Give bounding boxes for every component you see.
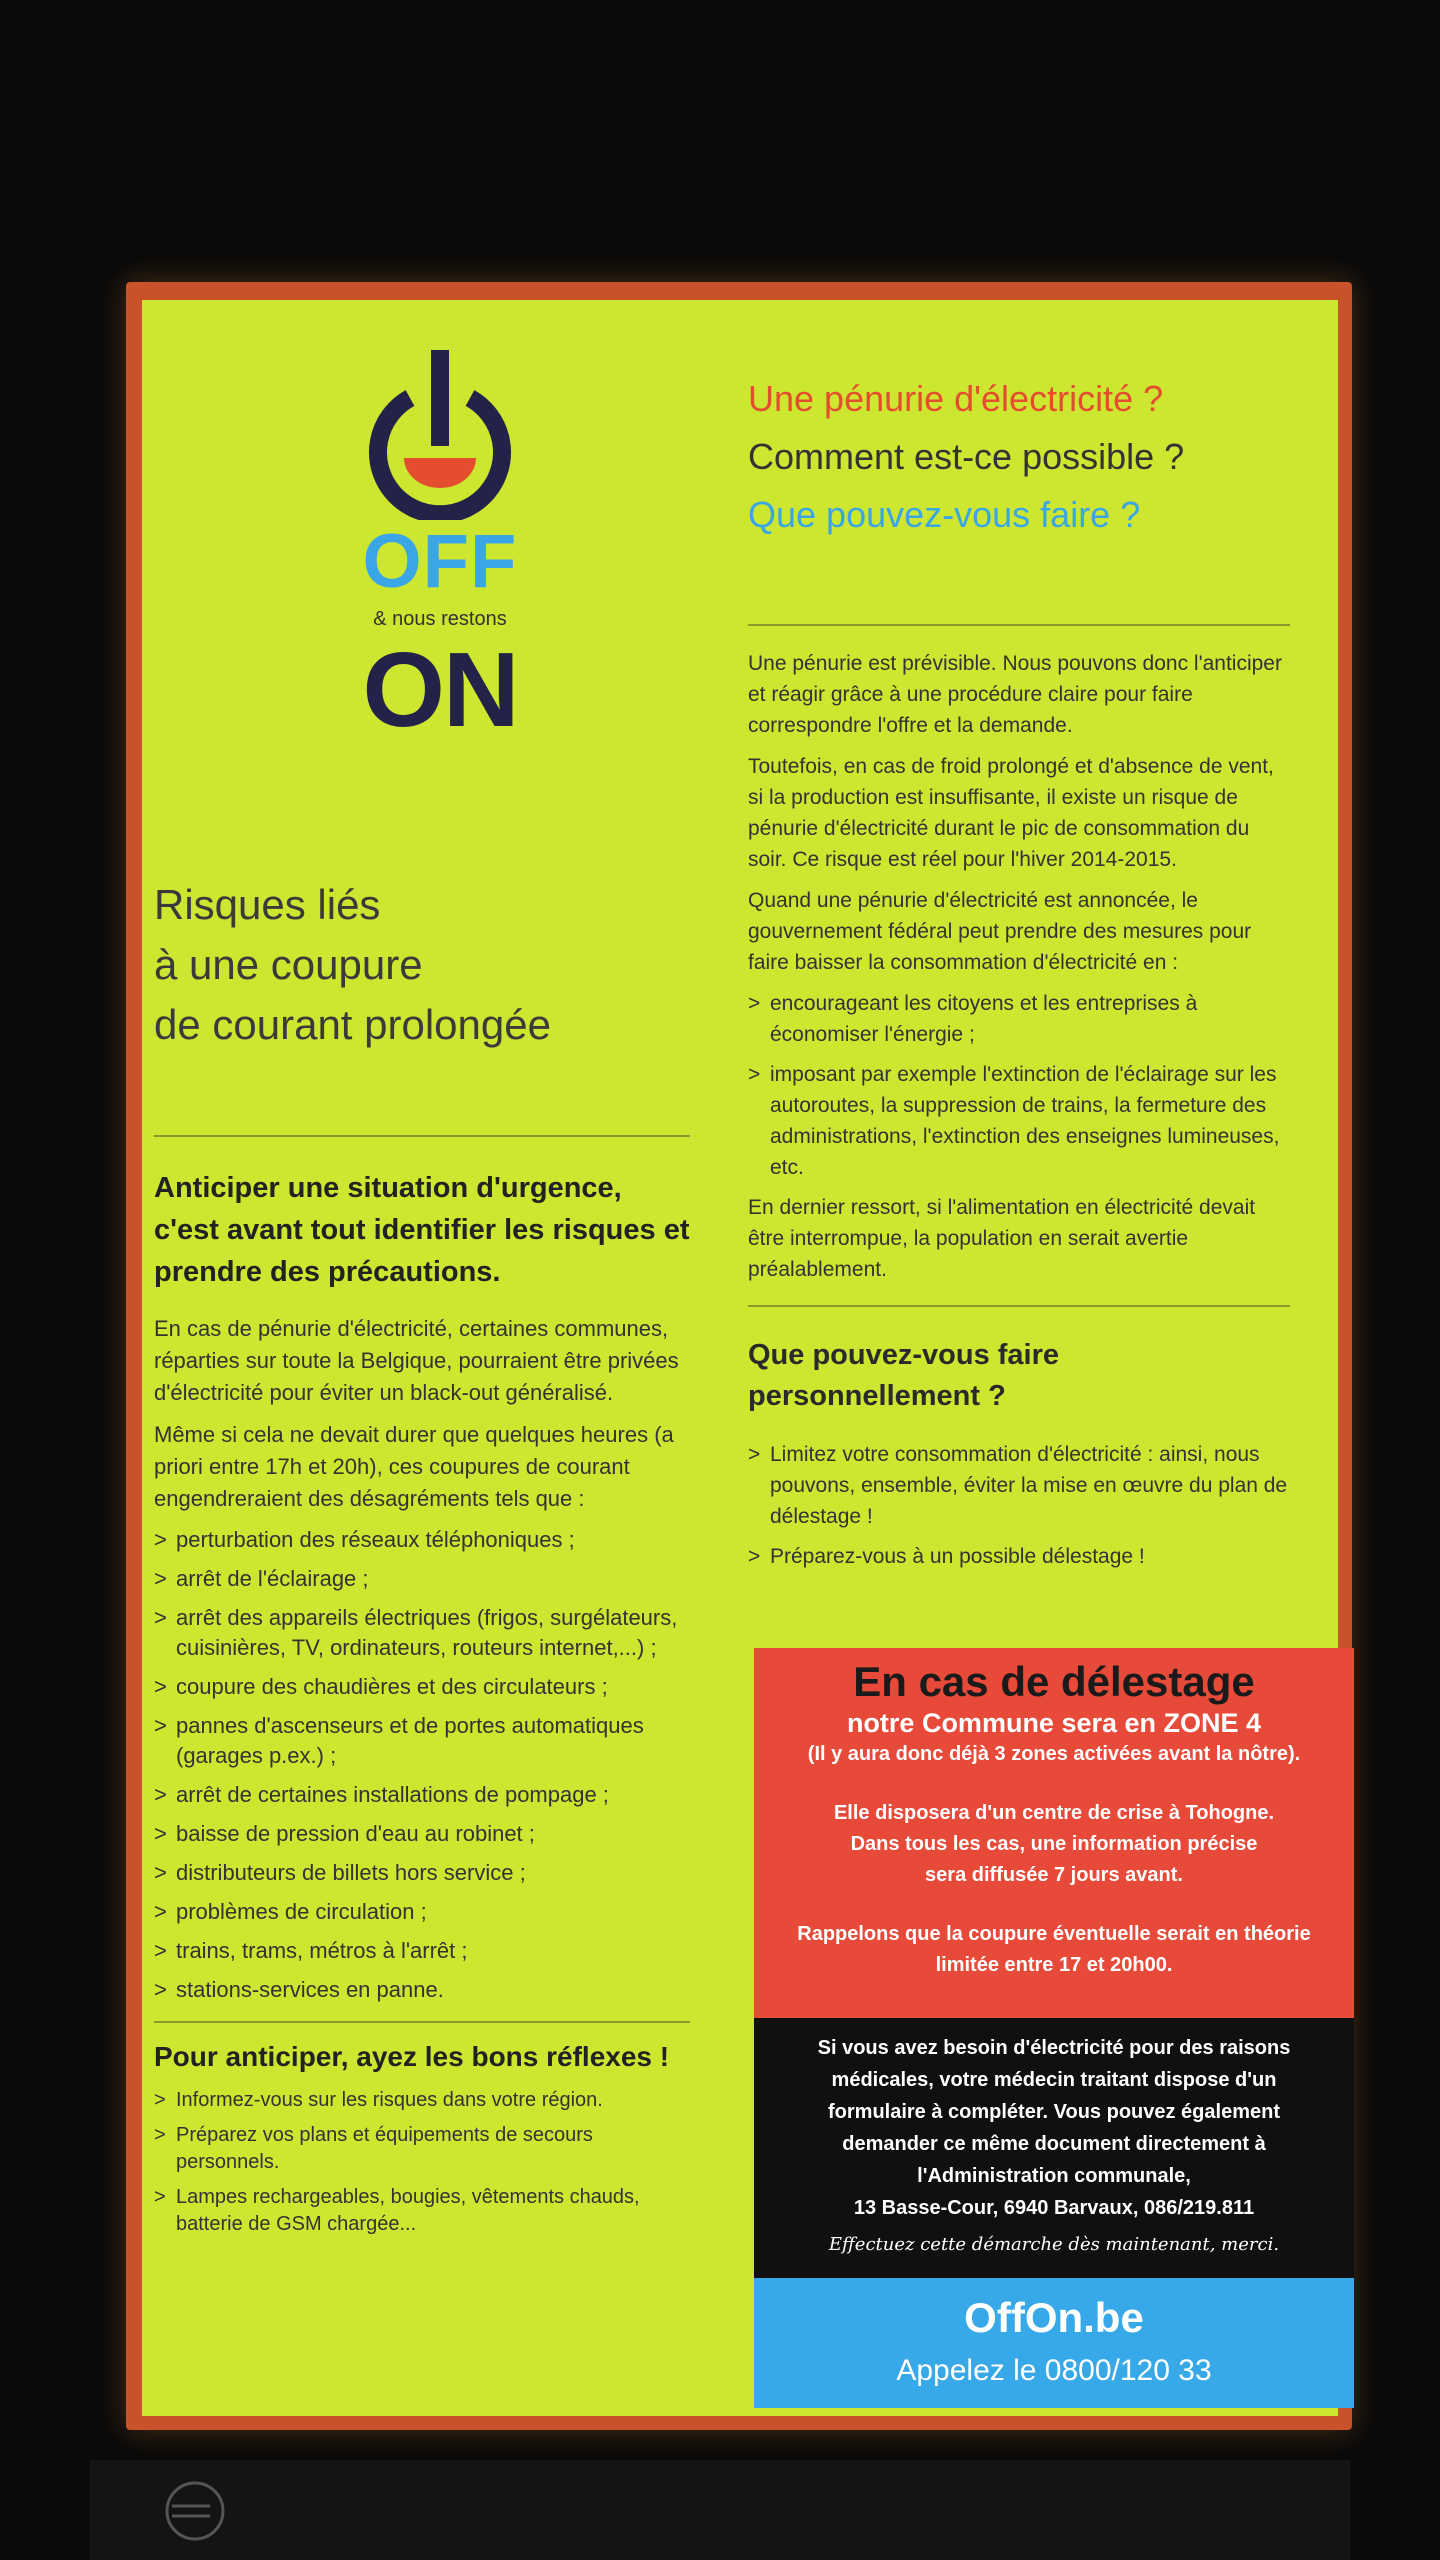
question-shortage: Une pénurie d'électricité ? [748, 378, 1164, 419]
load-shedding-box [754, 1648, 1354, 2018]
medical-line: médicales, votre médecin traitant dispose d'un [831, 2069, 1277, 2091]
right-column [748, 370, 1290, 1581]
divider [748, 1305, 1290, 1307]
info-line: sera diffusée 7 jours avant. [925, 1864, 1183, 1886]
medical-line: formulaire à compléter. Vous pouvez également [828, 2101, 1280, 2123]
load-shedding-heading: En cas de délestage [853, 1658, 1255, 1705]
list-item: > Limitez votre consommation d'électricité : ainsi, nous pouvons, ensemble, éviter la mise en œuvre du plan de délestage ! [748, 1439, 1290, 1532]
logo-on: ON [362, 631, 518, 749]
question-what: Que pouvez-vous faire ? [748, 494, 1141, 535]
list-item: > arrêt de l'éclairage ; [154, 1564, 690, 1594]
logo-nous-restons: & nous restons [373, 608, 507, 630]
paragraph: En dernier ressort, si l'alimentation en électricité devait être interrompue, la population en serait avertie préalablement. [748, 1196, 1256, 1281]
list-item: > arrêt de certaines installations de pompage ; [154, 1780, 690, 1810]
list-item: > stations-services en panne. [154, 1975, 690, 2005]
divider [154, 2021, 690, 2023]
contact-box [754, 2278, 1354, 2408]
reminder-line: limitée entre 17 et 20h00. [935, 1954, 1173, 1976]
risk-title [154, 875, 690, 1055]
personal-title: Que pouvez-vous faire personnellement ? [748, 1339, 1060, 1412]
risk-title-line: de courant prolongée [154, 1001, 551, 1048]
medical-line: demander ce même document directement à [842, 2133, 1266, 2155]
paragraph: Même si cela ne devait durer que quelques heures (a priori entre 17h et 20h), ces coupures de courant engendreraient des désagréments tels que : [154, 1422, 674, 1511]
reflex-title: Pour anticiper, ayez les bons réflexes ! [154, 2041, 670, 2072]
website: OffOn.be [964, 2294, 1144, 2341]
list-item: > baisse de pression d'eau au robinet ; [154, 1819, 690, 1849]
risk-title-line: à une coupure [154, 941, 423, 988]
list-item: > Préparez vos plans et équipements de secours personnels. [154, 2122, 690, 2176]
paragraph: En cas de pénurie d'électricité, certaines communes, réparties sur toute la Belgique, pourraient être privées d'électricité pour éviter un black-out généralisé. [154, 1316, 679, 1405]
offon-logo [290, 350, 590, 749]
power-icon [360, 350, 520, 520]
paragraph: Quand une pénurie d'électricité est annoncée, le gouvernement fédéral peut prendre des mesures pour faire baisser la consommation d'électricité en : [748, 889, 1252, 974]
reminder-line: Rappelons que la coupure éventuelle serait en théorie [797, 1923, 1311, 1945]
display-stand [90, 2460, 1350, 2560]
paragraph: Toutefois, en cas de froid prolongé et d'absence de vent, si la production est insuffisante, il existe un risque de pénurie d'électricité durant le pic de consommation du soir. Ce risque est réel pour l'hiver 2014-2015. [748, 755, 1274, 871]
risk-list [154, 1525, 690, 2005]
medical-line: Si vous avez besoin d'électricité pour des raisons [817, 2037, 1291, 2059]
info-line: Dans tous les cas, une information précise [850, 1833, 1258, 1855]
question-how: Comment est-ce possible ? [748, 436, 1185, 477]
medical-text [754, 2018, 1354, 2224]
risk-title-line: Risques liés [154, 881, 381, 928]
list-item: > problèmes de circulation ; [154, 1897, 690, 1927]
medical-line: l'Administration communale, [917, 2165, 1191, 2187]
list-item: > Informez-vous sur les risques dans votre région. [154, 2087, 690, 2114]
zone-line: notre Commune sera en ZONE 4 [846, 1708, 1262, 1738]
paragraph: Une pénurie est prévisible. Nous pouvons donc l'anticiper et réagir grâce à une procédure claire pour faire correspondre l'offre et la demande. [748, 652, 1282, 737]
list-item: > arrêt des appareils électriques (frigos, surgélateurs, cuisinières, TV, ordinateurs, routeurs internet,...) ; [154, 1603, 690, 1663]
logo-off: OFF [362, 519, 518, 604]
measures-list [748, 988, 1290, 1183]
poster [142, 300, 1338, 2416]
divider [748, 624, 1290, 626]
left-column [154, 875, 690, 2246]
list-item: > encourageant les citoyens et les entreprises à économiser l'énergie ; [748, 988, 1290, 1050]
personal-list [748, 1439, 1290, 1572]
reflex-list [154, 2087, 690, 2238]
list-item: > imposant par exemple l'extinction de l'éclairage sur les autoroutes, la suppression de trains, la fermeture des administrations, l'extinction des enseignes lumineuses, etc. [748, 1059, 1290, 1183]
list-item: > distributeurs de billets hors service ; [154, 1858, 690, 1888]
list-item: > pannes d'ascenseurs et de portes automatiques (garages p.ex.) ; [154, 1711, 690, 1771]
list-item: > trains, trams, métros à l'arrêt ; [154, 1936, 690, 1966]
list-item: > Lampes rechargeables, bougies, vêtements chauds, batterie de GSM chargée... [154, 2184, 690, 2238]
list-item: > coupure des chaudières et des circulateurs ; [154, 1672, 690, 1702]
zone-note: (Il y aura donc déjà 3 zones activées avant la nôtre). [807, 1743, 1301, 1765]
lead-paragraph: Anticiper une situation d'urgence, c'est avant tout identifier les risques et prendre des précautions. [154, 1172, 690, 1288]
crisis-line: Elle disposera d'un centre de crise à Tohogne. [833, 1802, 1275, 1824]
divider [154, 1135, 690, 1137]
medical-note: Effectuez cette démarche dès maintenant, merci. [828, 2234, 1280, 2255]
phone-line: Appelez le 0800/120 33 [896, 2354, 1212, 2387]
address-line: 13 Basse-Cour, 6940 Barvaux, 086/219.811 [853, 2197, 1255, 2219]
list-item: > perturbation des réseaux téléphoniques ; [154, 1525, 690, 1555]
euro-emblem-icon [160, 2478, 230, 2544]
list-item: > Préparez-vous à un possible délestage ! [748, 1541, 1290, 1572]
medical-box [754, 2018, 1354, 2278]
